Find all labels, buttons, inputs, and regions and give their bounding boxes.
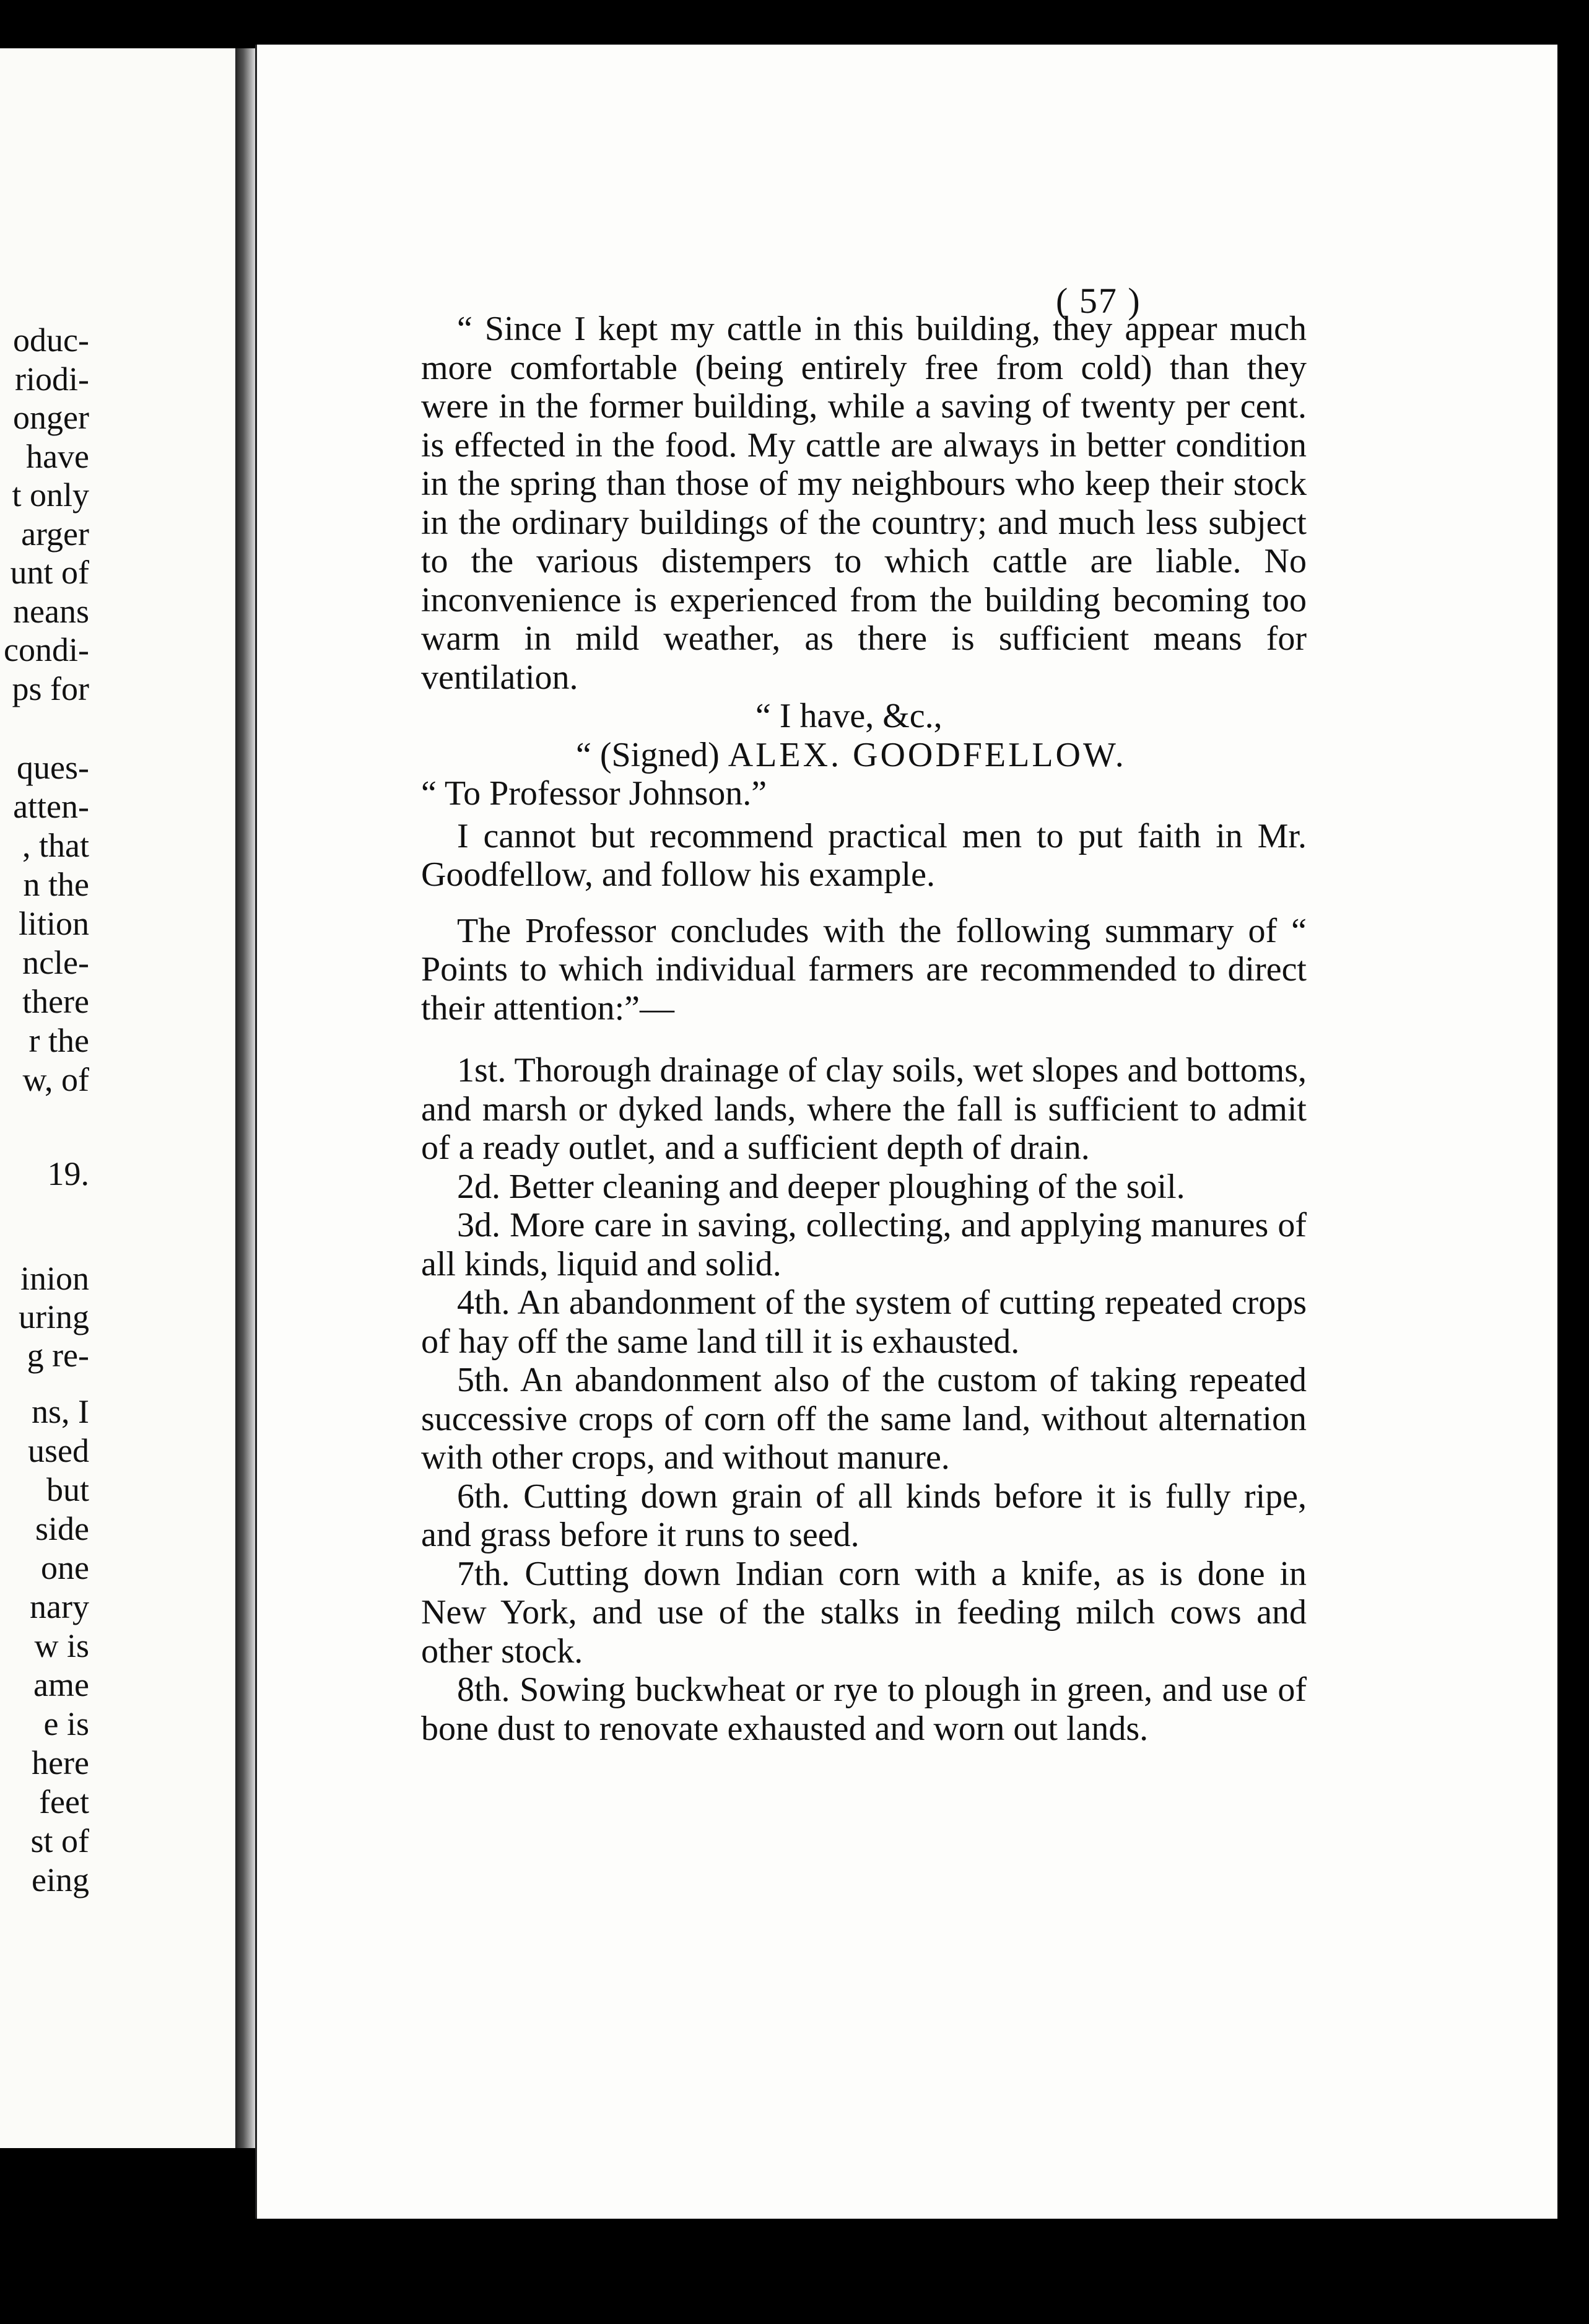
- book-gutter: [235, 48, 255, 2148]
- point-6: 6th. Cutting down grain of all kinds before it is fully ripe, and grass before it runs to seed.: [421, 1477, 1307, 1554]
- facing-page-fragment: ncle-: [22, 944, 89, 981]
- facing-page-fragment: one: [41, 1549, 89, 1586]
- facing-page-fragment: nary: [30, 1588, 89, 1625]
- facing-page-fragment: atten-: [13, 788, 89, 825]
- facing-page-fragment: ques-: [17, 749, 89, 786]
- facing-page-fragment: arger: [21, 515, 89, 553]
- facing-page-fragment: r the: [28, 1022, 89, 1059]
- point-7: 7th. Cutting down Indian corn with a knife, as is done in New York, and use of the stalks in feeding milch cows and other stock.: [421, 1554, 1307, 1671]
- summary-intro-paragraph: The Professor concludes with the following summary of “ Points to which individual farmers are recommended to direct their attention:”—: [421, 911, 1307, 1028]
- facing-page-fragment: but: [46, 1471, 89, 1508]
- facing-page-fragment: there: [22, 983, 89, 1020]
- facing-page-fragment: here: [32, 1744, 89, 1781]
- point-1: 1st. Thorough drainage of clay soils, wet slopes and bottoms, and marsh or dyked lands, where the fall is sufficient to admit of a ready outlet, and a sufficient depth of drain.: [421, 1051, 1307, 1167]
- facing-page-fragment: n the: [23, 866, 89, 903]
- facing-page-fragment: e is: [43, 1705, 89, 1742]
- point-4: 4th. An abandonment of the system of cutting repeated crops of hay off the same land till it is exhausted.: [421, 1283, 1307, 1361]
- facing-page-fragment: uring: [19, 1298, 89, 1335]
- recommend-paragraph: I cannot but recommend practical men to put faith in Mr. Goodfellow, and follow his example.: [421, 816, 1307, 894]
- letter-quote-paragraph: “ Since I kept my cattle in this building, they appear much more comfortable (being entirely free from cold) than they were in the former building, while a saving of twenty per cent. is effected in the food. My cattle are always in better condition in the spring than those of my neighbours who keep their stock in the ordinary buildings of the country; and much less subject to the various distempers to which cattle are liable. No inconvenience is experienced from the building becoming too warm in mild weather, as there is sufficient means for ventilation.: [421, 310, 1307, 697]
- facing-page-fragment: side: [35, 1510, 89, 1547]
- facing-page-fragment: riodi-: [15, 360, 89, 398]
- facing-page-fragment: neans: [13, 592, 89, 630]
- facing-page-fragment: , that: [22, 827, 89, 864]
- facing-page-fragment: used: [28, 1432, 89, 1469]
- facing-page-fragment: g re-: [27, 1337, 89, 1374]
- page-body: [421, 310, 1307, 1748]
- point-3: 3d. More care in saving, collecting, and applying manures of all kinds, liquid and solid.: [421, 1206, 1307, 1283]
- facing-page-fragment: ame: [33, 1666, 89, 1703]
- signed-prefix: “ (Signed): [576, 735, 720, 774]
- letter-addressee: “ To Professor Johnson.”: [421, 774, 767, 813]
- letter-closing: “ I have, &c.,: [755, 697, 943, 735]
- facing-page-fragment: t only: [12, 476, 89, 513]
- facing-page-fragment: inion: [20, 1260, 89, 1297]
- facing-page-fragment: w is: [34, 1627, 89, 1664]
- facing-page-number: 19.: [47, 1155, 89, 1192]
- letter-signature: [421, 736, 1307, 775]
- page-number: ( 57 ): [1056, 281, 1141, 321]
- facing-page-fragment: st of: [30, 1822, 89, 1859]
- point-2: 2d. Better cleaning and deeper ploughing of the soil.: [457, 1167, 1185, 1206]
- facing-page-fragment: ps for: [12, 670, 89, 707]
- facing-page-fragment: feet: [39, 1783, 89, 1820]
- facing-page-fragment: have: [26, 437, 89, 475]
- signer-name: ALEX. GOODFELLOW.: [728, 735, 1126, 774]
- facing-page-fragment: eing: [32, 1861, 89, 1898]
- point-8: 8th. Sowing buckwheat or rye to plough in green, and use of bone dust to renovate exhausted and worn out lands.: [421, 1671, 1307, 1748]
- point-5: 5th. An abandonment also of the custom of taking repeated successive crops of corn off the same land, without alternation with other crops, and without manure.: [421, 1361, 1307, 1477]
- facing-page-fragment: w, of: [22, 1061, 89, 1098]
- facing-page-fragment: onger: [13, 399, 89, 436]
- facing-page: [0, 48, 235, 2148]
- facing-page-fragment: ns, I: [32, 1393, 89, 1430]
- facing-page-fragment: lition: [18, 905, 89, 942]
- facing-page-fragment: condi-: [4, 631, 89, 668]
- facing-page-fragment: oduc-: [13, 321, 89, 359]
- facing-page-fragment: unt of: [10, 554, 89, 591]
